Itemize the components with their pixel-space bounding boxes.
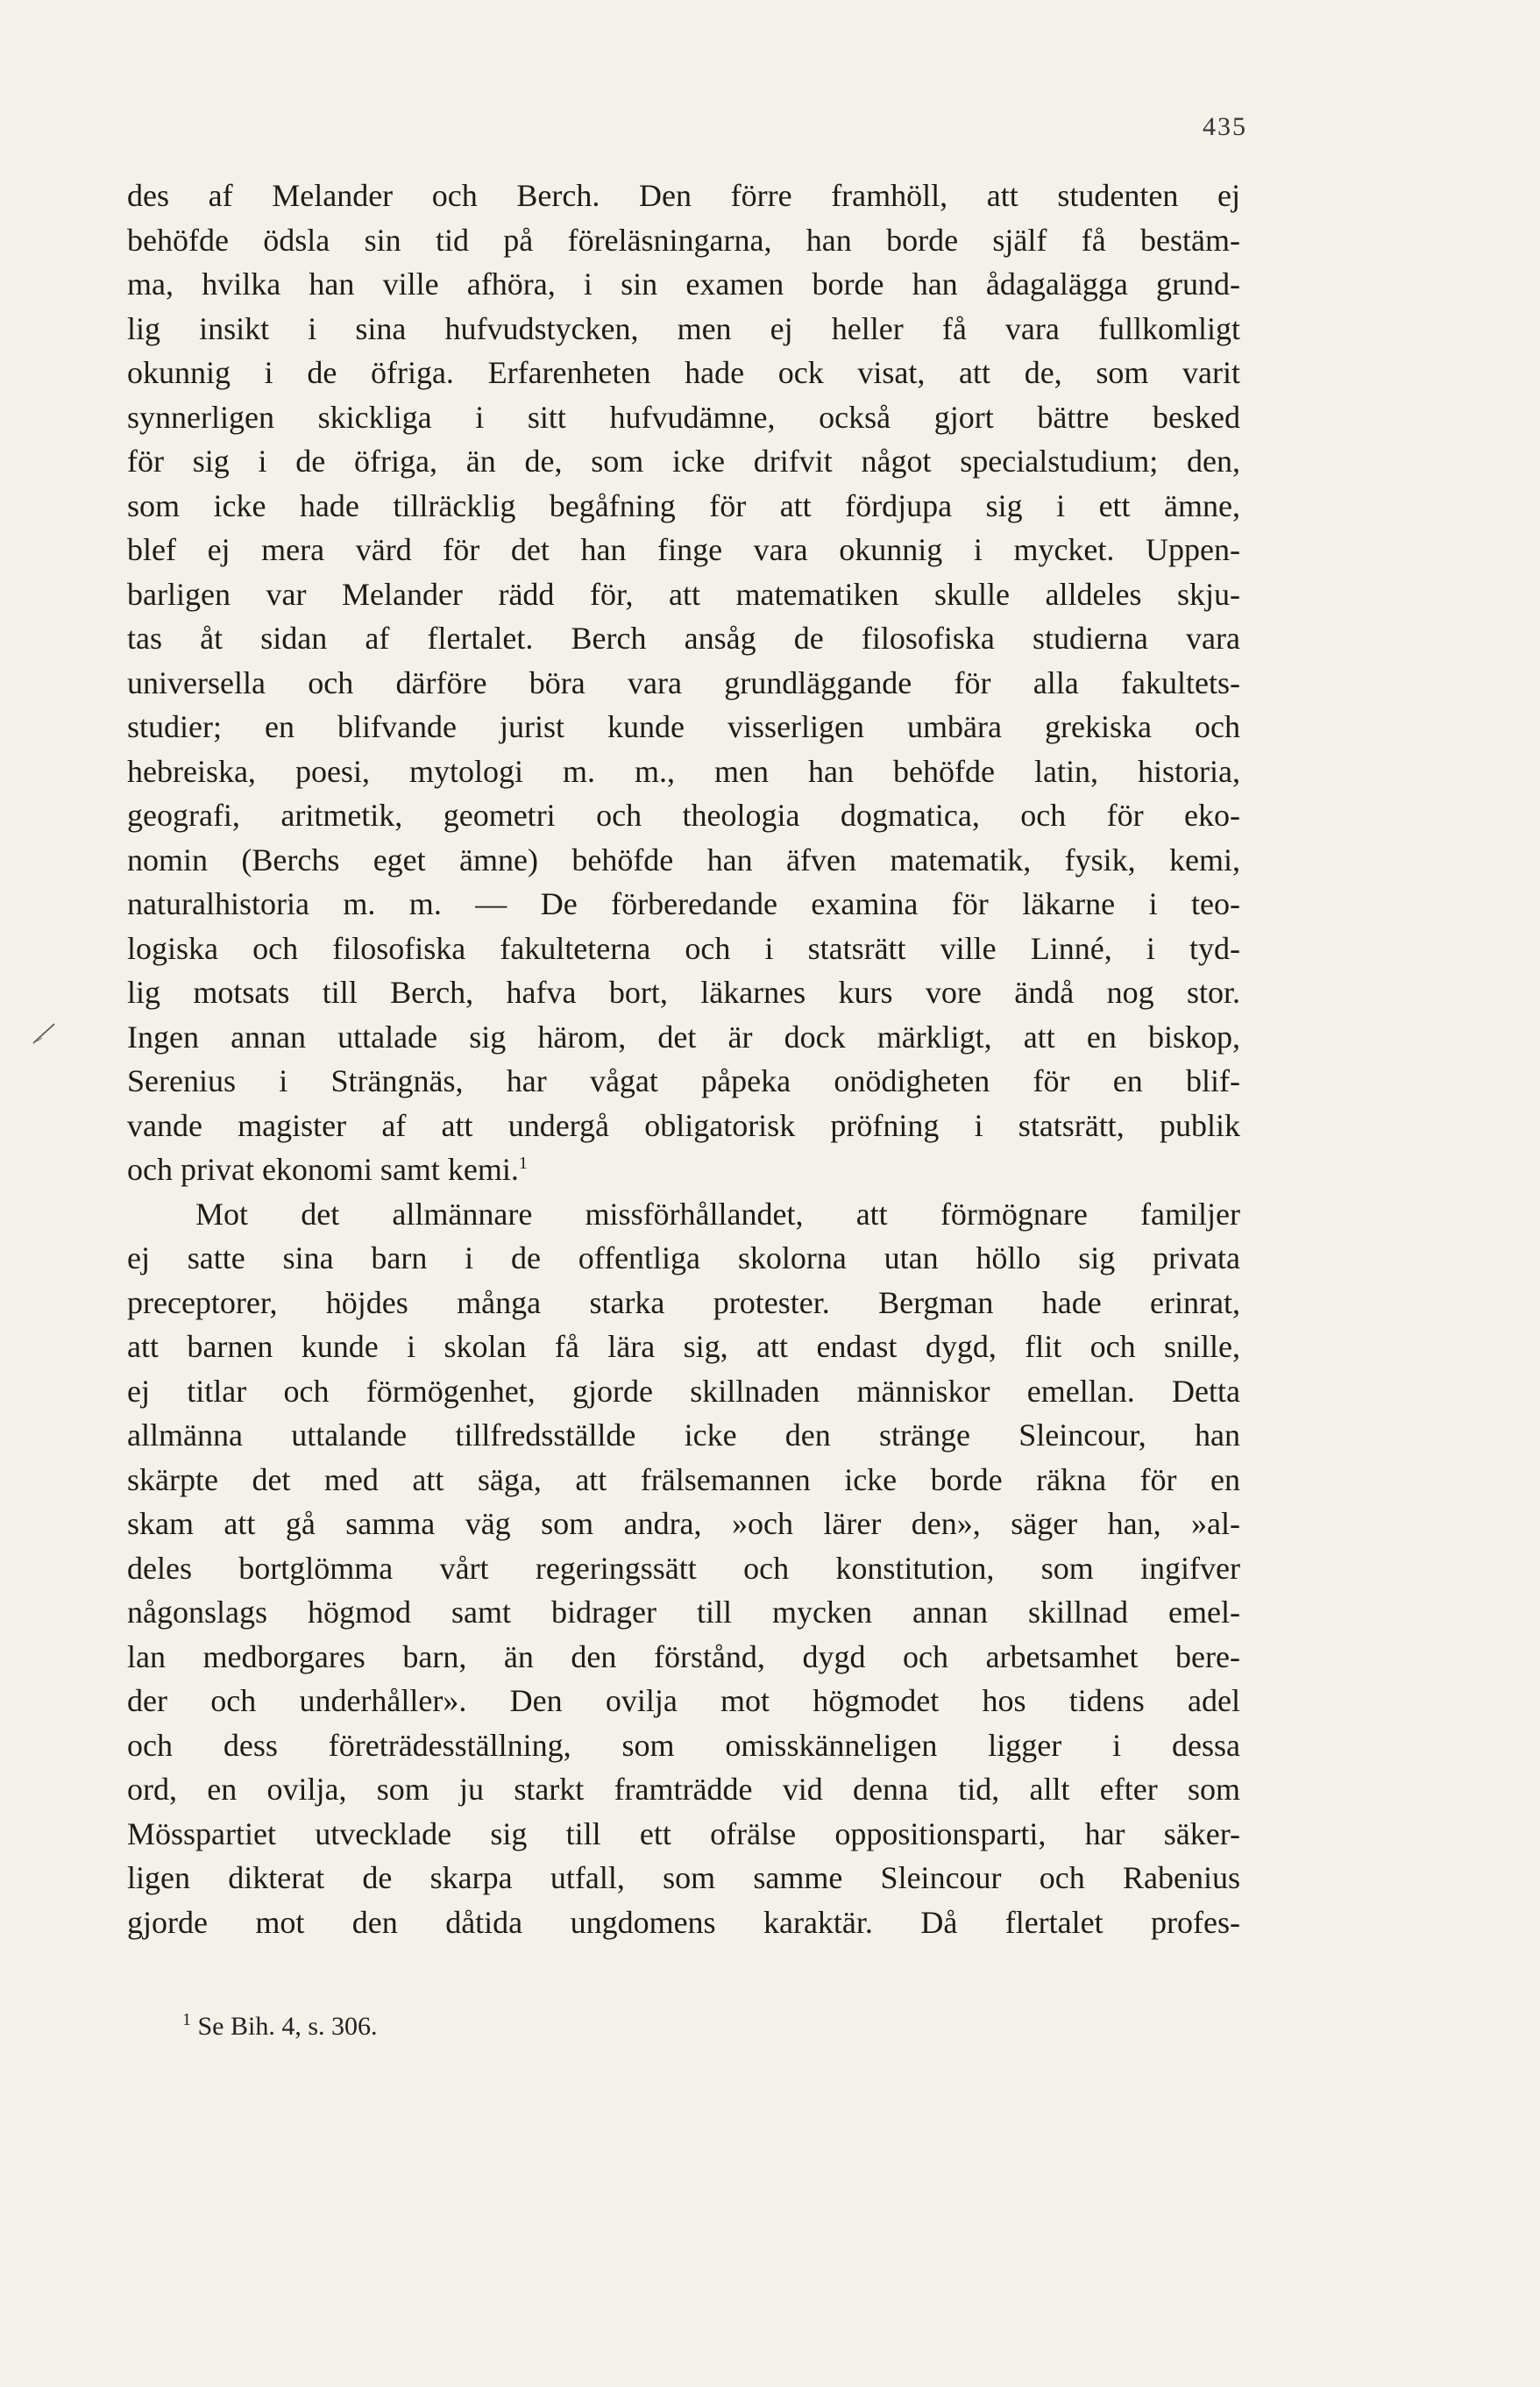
- text-line: lan medborgares barn, än den förstånd, dygd och arbetsamhet bere-: [127, 1638, 1240, 1674]
- text-line: tas åt sidan af flertalet. Berch ansåg de filosofiska studierna vara: [127, 621, 1240, 656]
- text-line: geografi, aritmetik, geometri och theologia dogmatica, och för eko-: [127, 798, 1240, 833]
- text-line: skam att gå samma väg som andra, »och lärer den», säger han, »al-: [127, 1506, 1240, 1541]
- text-line: skärpte det med att säga, att frälsemannen icke borde räkna för en: [127, 1461, 1240, 1497]
- text-line: ma, hvilka han ville afhöra, i sin examen borde han ådagalägga grund-: [127, 266, 1240, 302]
- text-line: ord, en ovilja, som ju starkt framträdde vid denna tid, allt efter som: [127, 1772, 1240, 1807]
- text-line: blef ej mera värd för det han finge vara okunnig i mycket. Uppen-: [127, 532, 1240, 567]
- text-line: Ingen annan uttalade sig härom, det är dock märkligt, att en biskop,: [127, 1019, 1240, 1055]
- text-line: och dess företrädesställning, som omisskänneligen ligger i dessa: [127, 1727, 1240, 1763]
- body-text: [127, 174, 1240, 1944]
- text-line: naturalhistoria m. m. — De förberedande examina för läkarne i teo-: [127, 886, 1240, 921]
- footnote: [182, 2009, 378, 2044]
- text-line: lig insikt i sina hufvudstycken, men ej heller få vara fullkomligt: [127, 310, 1240, 346]
- text-line: Serenius i Strängnäs, har vågat påpeka onödigheten för en blif-: [127, 1063, 1240, 1098]
- text-line: hebreiska, poesi, mytologi m. m., men han behöfde latin, historia,: [127, 753, 1240, 789]
- text-line: ligen dikterat de skarpa utfall, som samme Sleincour och Rabenius: [127, 1860, 1240, 1895]
- page-number: 435: [1203, 112, 1247, 141]
- text-line: för sig i de öfriga, än de, som icke drifvit något specialstudium; den,: [127, 444, 1240, 479]
- text-line: des af Melander och Berch. Den förre framhöll, att studenten ej: [127, 178, 1240, 213]
- text-line: allmänna uttalande tillfredsställde icke den stränge Sleincour, han: [127, 1417, 1240, 1453]
- text-line: nomin (Berchs eget ämne) behöfde han äfven matematik, fysik, kemi,: [127, 842, 1240, 877]
- text-line: synnerligen skickliga i sitt hufvudämne, också gjort bättre besked: [127, 399, 1240, 435]
- text-line-content: och privat ekonomi samt kemi.: [127, 1152, 519, 1187]
- text-line: preceptorer, höjdes många starka protester. Bergman hade erinrat,: [127, 1284, 1240, 1320]
- text-line: ej titlar och förmögenhet, gjorde skillnaden människor emellan. Detta: [127, 1373, 1240, 1409]
- pencil-margin-mark: [32, 1020, 56, 1045]
- text-line: någonslags högmod samt bidrager till mycken annan skillnad emel-: [127, 1595, 1240, 1630]
- text-line: vande magister af att undergå obligatorisk pröfning i statsrätt, publik: [127, 1107, 1240, 1143]
- footnote-reference: 1: [518, 1154, 528, 1173]
- text-line: logiska och filosofiska fakulteterna och i statsrätt ville Linné, i tyd-: [127, 930, 1240, 966]
- text-line: behöfde ödsla sin tid på föreläsningarna, han borde själf få bestäm-: [127, 222, 1240, 258]
- text-line-with-footnote-ref: [127, 1147, 1240, 1192]
- paragraph-start-line: Mot det allmännare missförhållandet, att förmögnare familjer: [195, 1196, 1240, 1232]
- text-line: der och underhåller». Den ovilja mot högmodet hos tidens adel: [127, 1683, 1240, 1718]
- text-line: barligen var Melander rädd för, att matematiken skulle alldeles skju-: [127, 576, 1240, 612]
- text-line: som icke hade tillräcklig begåfning för att fördjupa sig i ett ämne,: [127, 487, 1240, 523]
- text-line: lig motsats till Berch, hafva bort, läkarnes kurs vore ändå nog stor.: [127, 975, 1240, 1010]
- text-line: universella och därföre böra vara grundläggande för alla fakultets-: [127, 664, 1240, 700]
- text-line: okunnig i de öfriga. Erfarenheten hade ock visat, att de, som varit: [127, 355, 1240, 390]
- text-line: Mösspartiet utvecklade sig till ett ofrälse oppositionsparti, har säker-: [127, 1815, 1240, 1851]
- text-line: gjorde mot den dåtida ungdomens karaktär. Då flertalet profes-: [127, 1904, 1240, 1940]
- text-line: ej satte sina barn i de offentliga skolorna utan höllo sig privata: [127, 1240, 1240, 1275]
- footnote-text: Se Bih. 4, s. 306.: [197, 2012, 378, 2041]
- text-line: deles bortglömma vårt regeringssätt och konstitution, som ingifver: [127, 1550, 1240, 1586]
- text-line: att barnen kunde i skolan få lära sig, att endast dygd, flit och snille,: [127, 1329, 1240, 1364]
- footnote-marker: 1: [182, 2010, 191, 2029]
- text-line: studier; en blifvande jurist kunde visserligen umbära grekiska och: [127, 709, 1240, 744]
